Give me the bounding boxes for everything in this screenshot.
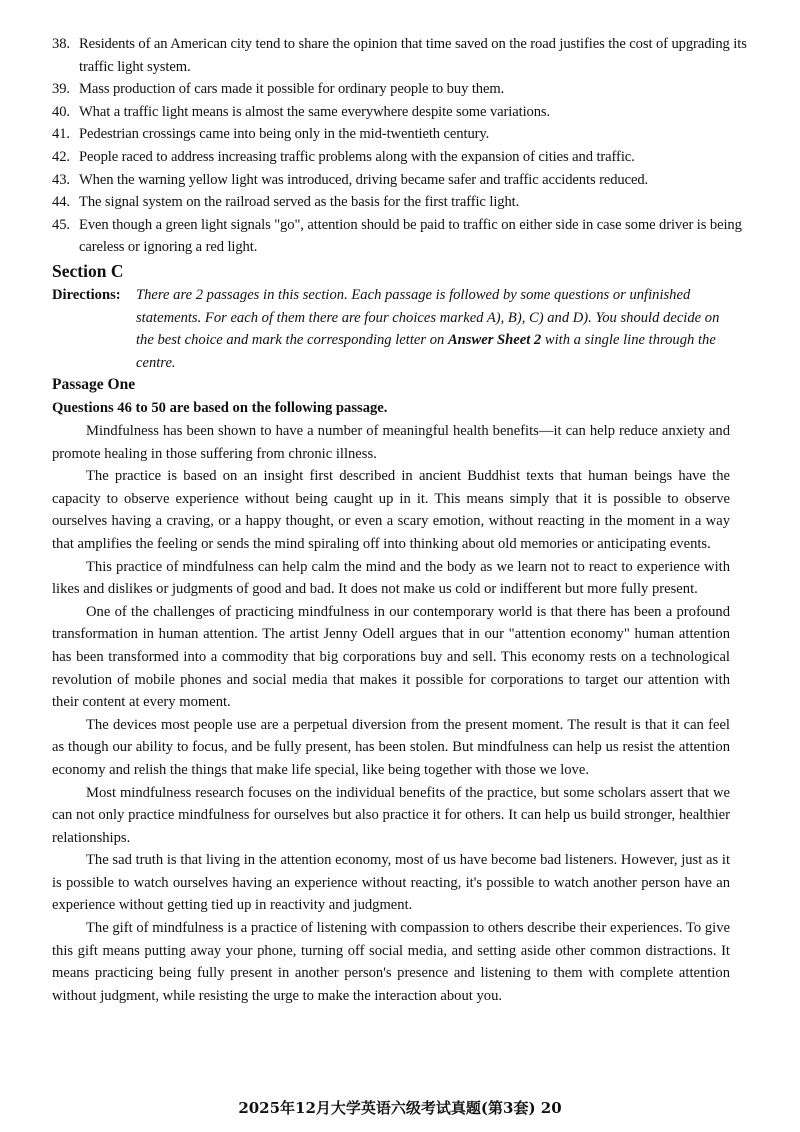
directions	[52, 284, 736, 374]
passage-paragraph: Mindfulness has been shown to have a number of meaningful health benefits—it can help reduce anxiety and promote healing in those suffering from chronic illness.	[52, 423, 730, 462]
question-text: What a traffic light means is almost the same everywhere despite some variations.	[79, 103, 551, 120]
question-item	[52, 123, 752, 146]
question-number: 43.	[52, 171, 70, 188]
passage-paragraph: The devices most people use are a perpetual diversion from the present moment. The result is that it can feel as though our ability to focus, and be fully present, has been stolen. But mindfulness can help us resist the attention economy and relish the things that make life special, like being together with those we love.	[52, 716, 730, 778]
question-list	[52, 33, 752, 259]
question-text: The signal system on the railroad served as the basis for the first traffic light.	[79, 194, 520, 211]
question-number: 40.	[52, 103, 70, 120]
question-number: 42.	[52, 148, 70, 165]
passage-paragraph: This practice of mindfulness can help calm the mind and the body as we learn not to react to experience with likes and dislikes or judgments of good and bad. It does not make us cold or indifferent but more fully present.	[52, 558, 730, 598]
question-text: People raced to address increasing traffic problems along with the expansion of cities and traffic.	[79, 148, 635, 165]
question-number: 38.	[52, 36, 70, 52]
question-text: Residents of an American city tend to share the opinion that time saved on the road justifies the cost of upgrading its traffic light system.	[79, 36, 747, 75]
directions-label: Directions:	[52, 287, 121, 303]
question-text: Mass production of cars made it possible for ordinary people to buy them.	[79, 81, 505, 98]
passage-body	[52, 420, 730, 1007]
passage-paragraph: The practice is based on an insight first described in ancient Buddhist texts that human beings have the capacity to observe experience without being caught up in it. This means simply that it is possible to observe ourselves having a craving, or a happy thought, or even a scary emotion, without reacting in the moment in a way that amplifies the feeling or sends the mind spiraling off into thinking about old memories or anticipating events.	[52, 468, 730, 552]
passage-paragraph: Most mindfulness research focuses on the individual benefits of the practice, but some scholars assert that we can not only practice mindfulness for ourselves but also practice it for others. It can help us build stronger, healthier relationships.	[52, 784, 730, 846]
question-text: Even though a green light signals "go", attention should be paid to traffic on either side in case some driver is being careless or ignoring a red light.	[79, 216, 742, 256]
question-item	[52, 33, 752, 78]
passage-paragraph: The gift of mindfulness is a practice of listening with compassion to others describe their experiences. To give this gift means putting away your phone, turning off social media, and setting aside other common distractions. It means practicing being fully present in another person's presence and listening to them with complete attention without judgment, while resisting the urge to make the interaction about you.	[52, 920, 730, 1004]
passage-subtitle: Questions 46 to 50 are based on the following passage.	[52, 400, 388, 416]
section-title: Section C	[52, 261, 124, 281]
directions-text	[136, 284, 736, 374]
question-number: 45.	[52, 216, 70, 233]
passage-paragraph: One of the challenges of practicing mindfulness in our contemporary world is that there has been a profound transformation in human attention. The artist Jenny Odell argues that in our "attention economy" human attention has been transformed into a commodity that big corporations buy and sell. This economy rests on a technological revolution of mobile phones and social media that makes it possible for corporations to target our attention with their content at every moment.	[52, 603, 730, 711]
question-text: Pedestrian crossings came into being only in the mid-twentieth century.	[79, 126, 490, 143]
question-item	[52, 191, 752, 214]
question-number: 41.	[52, 126, 70, 143]
question-item	[52, 169, 752, 192]
question-item	[52, 78, 752, 101]
passage-paragraph: The sad truth is that living in the attention economy, most of us have become bad listeners. However, just as it is possible to watch ourselves having an experience without reacting, it's possible to watch another person have an experience without getting tied up in reactivity and judgment.	[52, 852, 730, 914]
question-number: 39.	[52, 81, 70, 98]
passage-title: Passage One	[52, 376, 136, 393]
question-item	[52, 214, 752, 259]
answer-sheet-label: Answer Sheet 2	[447, 332, 542, 349]
question-item	[52, 101, 752, 124]
directions-text-part2: with a single line through the centre.	[136, 332, 716, 371]
page-footer: 2025年12月大学英语六级考试真题(第3套) 20	[238, 1099, 562, 1117]
directions-text-part1: There are 2 passages in this section. Each passage is followed by some questions or unfinished statements. For each of them there are four choices marked A), B), C) and D). You should decide on the best choice and mark the corresponding letter on	[136, 287, 720, 349]
question-number: 44.	[52, 194, 70, 211]
question-item	[52, 146, 752, 169]
question-text: When the warning yellow light was introduced, driving became safer and traffic accidents reduced.	[79, 171, 649, 188]
